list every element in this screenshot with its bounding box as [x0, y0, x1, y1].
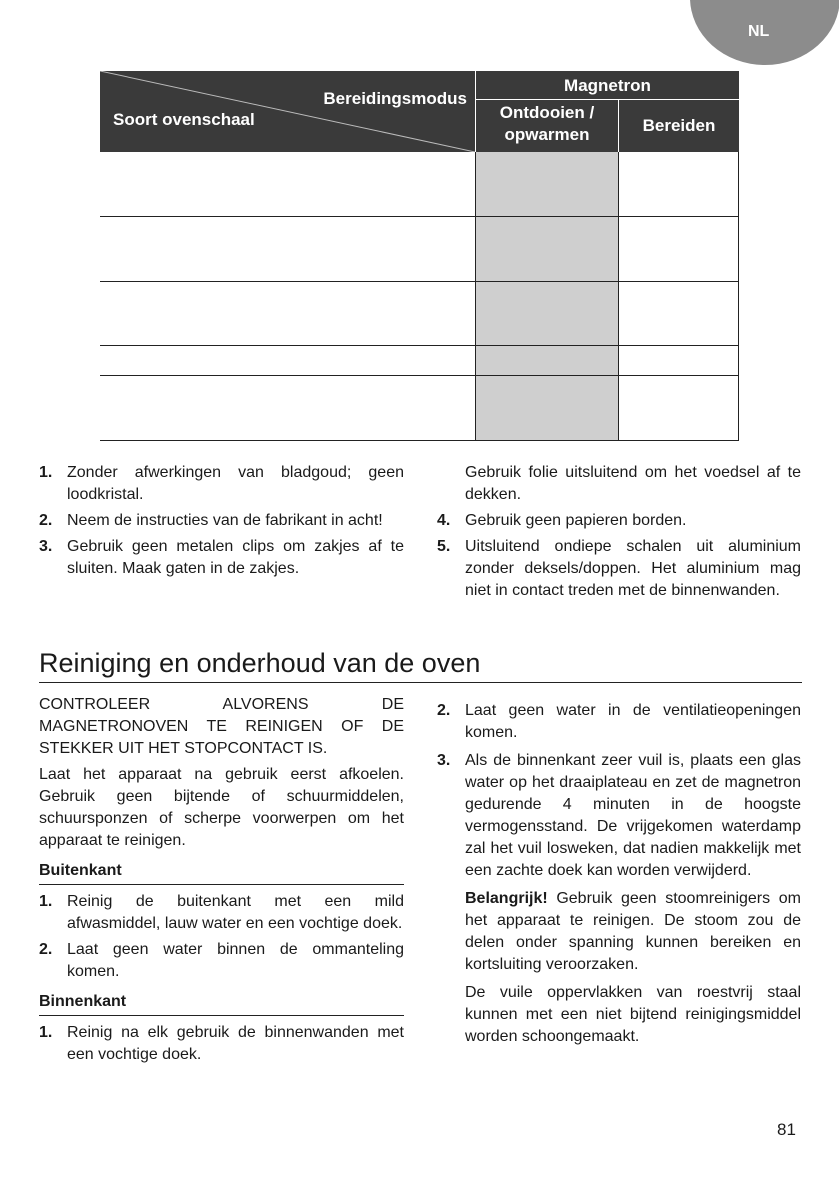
item-text: Reinig na elk gebruik de binnenwanden met een vochtige doek.	[67, 1024, 404, 1063]
continuation-text: Gebruik folie uitsluitend om het voedsel af te dekken.	[465, 464, 801, 503]
list-item	[437, 510, 801, 532]
item-number: 2.	[39, 941, 53, 958]
item-number: 2.	[437, 702, 451, 719]
item-number: 3.	[437, 752, 451, 769]
cleaning-left-column	[39, 694, 404, 1070]
list-item	[39, 939, 404, 983]
cookware-table	[100, 71, 739, 441]
subheading-outside: Buitenkant	[39, 860, 404, 885]
important-note	[437, 888, 801, 976]
row-divider	[100, 216, 739, 217]
page-number: 81	[777, 1120, 796, 1139]
notes-right	[437, 462, 801, 606]
header-microwave: Magnetron	[476, 71, 739, 99]
important-text: Gebruik geen stoomreinigers om het apparaat te reinigen. De stoom zou de delen onder spanning kunnen bereiken en kortsluiting veroorzaken.	[465, 890, 801, 973]
row-divider	[100, 375, 739, 376]
header-thaw	[476, 100, 618, 152]
list-item	[437, 536, 801, 602]
section-title: Reiniging en onderhoud van de oven	[39, 646, 802, 683]
list-item	[39, 462, 404, 506]
cleaning-right-column	[437, 700, 801, 1052]
notes-left	[39, 462, 404, 584]
item-text: Laat geen water in de ventilatieopeningen komen.	[465, 702, 801, 741]
item-text: Als de binnenkant zeer vuil is, plaats een glas water op het draaiplateau en zet de magnetron gedurende 4 minuten in de hoogste vermogensstand. De vrijgekomen waterdamp zal het vuil losweken, dat nadien makkelijk met een zachte doek kan worden verwijderd.	[465, 752, 801, 879]
item-number: 2.	[39, 512, 53, 529]
item-text: Zonder afwerkingen van bladgoud; geen loodkristal.	[67, 464, 404, 503]
header-mode: Bereidingsmodus	[323, 89, 467, 108]
column-divider	[738, 152, 739, 441]
row-divider	[100, 440, 739, 441]
table-header-corner	[100, 71, 475, 152]
item-number: 1.	[39, 893, 53, 910]
row-divider	[100, 345, 739, 346]
subheading-inside: Binnenkant	[39, 991, 404, 1016]
item-text: Reinig de buitenkant met een mild afwasmiddel, lauw water en een vochtige doek.	[67, 893, 404, 932]
column-divider	[475, 152, 476, 441]
list-item	[437, 750, 801, 882]
warning-text: CONTROLEER ALVORENS DE MAGNETRONOVEN TE REINIGEN OF DE STEKKER UIT HET STOPCONTACT IS.	[39, 696, 404, 757]
row-divider	[100, 281, 739, 282]
item-text: Gebruik geen papieren borden.	[465, 512, 687, 529]
item-text: Uitsluitend ondiepe schalen uit aluminium zonder deksels/doppen. Het aluminium mag niet in contact treden met de binnenwanden.	[465, 538, 801, 599]
item-number: 4.	[437, 512, 451, 529]
header-thaw-label: Ontdooien / opwarmen	[499, 103, 595, 144]
header-dish-type: Soort ovenschaal	[113, 110, 255, 129]
thaw-column-shade	[476, 152, 618, 441]
item-number: 1.	[39, 1024, 53, 1041]
item-number: 3.	[39, 538, 53, 555]
item-text: Gebruik geen metalen clips om zakjes af te sluiten. Maak gaten in de zakjes.	[67, 538, 404, 577]
intro-text: Laat het apparaat na gebruik eerst afkoelen. Gebruik geen bijtende of schuurmiddelen, schuursponzen of scherpe voorwerpen om het apparaat te reinigen.	[39, 766, 404, 849]
list-item	[39, 1022, 404, 1066]
item-number: 5.	[437, 538, 451, 555]
list-item	[39, 510, 404, 532]
header-cook: Bereiden	[619, 100, 739, 152]
list-item	[437, 700, 801, 744]
item-text: Laat geen water binnen de ommanteling komen.	[67, 941, 404, 980]
item-text: Neem de instructies van de fabrikant in acht!	[67, 512, 383, 529]
important-label: Belangrijk!	[465, 890, 548, 907]
list-item	[39, 891, 404, 935]
list-item	[39, 536, 404, 580]
item-number: 1.	[39, 464, 53, 481]
column-divider	[618, 152, 619, 441]
stainless-note: De vuile oppervlakken van roestvrij staal kunnen met een niet bijtend reinigingsmiddel worden schoongemaakt.	[465, 984, 801, 1045]
language-label: NL	[748, 23, 770, 40]
